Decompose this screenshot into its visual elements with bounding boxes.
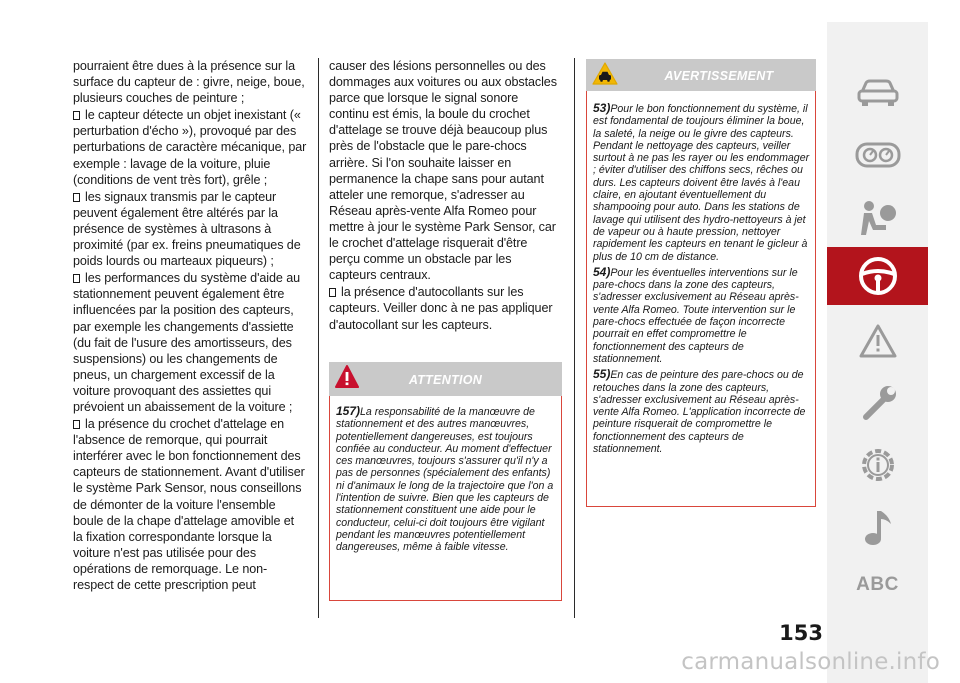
attention-box xyxy=(329,362,562,601)
warning-box xyxy=(586,59,816,507)
watermark: carmanualsonline.info xyxy=(681,649,940,675)
abc-index-label: ABC xyxy=(856,574,899,595)
wrench-icon xyxy=(857,382,899,424)
car-icon xyxy=(856,78,900,108)
airbag-icon xyxy=(856,199,900,239)
text-column-2 xyxy=(329,58,561,334)
reference-number: 54) xyxy=(593,264,611,279)
checkbox-bullet-icon xyxy=(73,274,80,283)
reference-number: 55) xyxy=(593,367,611,382)
steering-wheel-icon xyxy=(857,255,899,297)
attention-text: La responsabilité de la manœuvre de stationnement et des autres manœuvres, potentiellement dangereuses, est toujours confiée au conducteur. Au moment d'effectuer ces manœuvres, toujours s'assurer qu'il n'y a pas de personnes (spécialement des enfants) ni d'animaux le long de la trajectoire que l'on a l'intention de suivre. Bien que les capteurs de stationnement constituent une aide pour le conducteur, celui-ci doit toujours être vigilant pendant les manœuvres potentiellement dangereuses, même à faible vitesse. xyxy=(336,406,554,554)
music-note-icon xyxy=(861,508,895,548)
bullet-item-2 xyxy=(73,189,307,269)
attention-title: ATTENTION xyxy=(408,373,483,387)
reference-number: 53) xyxy=(593,101,611,115)
bullet-text: le capteur détecte un objet inexistant (« perturbation d'écho »), provoqué par des perturbations de caractère mécanique, par exemple : lavage de la voiture, pluie (conditions de vent très fort), grêle ; xyxy=(73,108,307,187)
warning-text: En cas de peinture des pare-chocs ou de retouches dans la zone des capteurs, s'adresser exclusivement au Réseau après-vente Alfa Romeo. L'application incorrecte de peinture risquerait de compromettre le fonctionnement des capteurs de stationnement. xyxy=(593,369,806,456)
checkbox-bullet-icon xyxy=(73,420,80,429)
bullet-item-4 xyxy=(73,416,307,593)
warning-text: Pour le bon fonctionnement du système, il est fondamental de toujours éliminer la boue, la saleté, la neige ou le givre des capteurs. Pendant le nettoyage des capteurs, veiller surtout à ne pas les rayer ou les endommager ; éviter d'utiliser des chiffons secs, rêches ou durs. Les capteurs doivent être lavés à l'eau claire, en ajoutant éventuellement du shampooing pour auto. Dans les stations de lavage qui utilisent des hydro-nettoyeurs à jet de vapeur ou à haute pression, nettoyer rapidement les capteurs en tenant le gicleur à plus de 10 cm de distance. xyxy=(593,103,810,263)
sidebar-item-maintenance[interactable] xyxy=(827,378,928,428)
checkbox-bullet-icon xyxy=(73,193,80,202)
page-number: 153 xyxy=(779,621,823,645)
sidebar-item-multimedia[interactable] xyxy=(827,502,928,554)
warning-title: AVERTISSEMENT xyxy=(664,69,774,83)
bullet-item-5 xyxy=(329,284,561,332)
column-divider xyxy=(318,58,319,618)
sidebar-item-technical[interactable] xyxy=(827,440,928,490)
sidebar-item-index[interactable] xyxy=(827,568,928,602)
warning-body xyxy=(593,102,811,458)
intro-paragraph: pourraient être dues à la présence sur la surface du capteur de : givre, neige, boue, plusieurs couches de peinture ; xyxy=(73,59,305,106)
warning-item xyxy=(593,368,811,455)
gear-info-icon xyxy=(856,443,900,487)
bullet-text: les performances du système d'aide au stationnement peuvent également être influencées par la position des capteurs, par exemple les changements d'assiette (du fait de l'usure des amortisseurs, des suspensions) ou les changements de pneus, un chargement excessif de la voiture provoquant des assiettes qui prévoient un abaissement de la voiture ; xyxy=(73,271,301,414)
warning-triangle-icon xyxy=(858,323,898,359)
column-divider xyxy=(574,58,575,618)
sidebar-item-dashboard[interactable] xyxy=(827,132,928,178)
warning-item xyxy=(593,102,811,263)
sidebar-item-car[interactable] xyxy=(827,68,928,118)
attention-body xyxy=(336,405,557,557)
sidebar-item-driving[interactable] xyxy=(827,247,928,305)
continued-paragraph: causer des lésions personnelles ou des dommages aux voitures ou aux obstacles parce que lorsque le signal sonore continu est émis, la boule du crochet d'attelage se trouve déjà beaucoup plus près de l'obstacle que le pare-chocs arrière. Si l'on souhaite laisser en permanence la chape sans pour autant atteler une remorque, s'adresser au Réseau après-vente Alfa Romeo pour mettre à jour le système Park Sensor, car le crochet d'attelage risquerait d'être perçu comme un obstacle par les capteurs centraux. xyxy=(329,59,557,283)
bullet-text: la présence d'autocollants sur les capteurs. Veiller donc à ne pas appliquer d'autocollant sur les capteurs. xyxy=(329,285,553,332)
chapter-sidebar xyxy=(827,22,928,683)
car-caution-icon xyxy=(592,62,618,86)
bullet-text: les signaux transmis par le capteur peuvent également être altérés par la présence de systèmes à ultrasons à proximité (par ex. freins pneumatiques de poids lourds ou marteaux piqueurs) ; xyxy=(73,189,301,269)
reference-number: 157) xyxy=(336,404,361,418)
checkbox-bullet-icon xyxy=(73,111,80,120)
bullet-item-1 xyxy=(73,107,307,187)
checkbox-bullet-icon xyxy=(329,288,336,297)
bullet-text: la présence du crochet d'attelage en l'absence de remorque, qui pourrait interférer avec le bon fonctionnement des capteurs de stationnement. Avant d'utiliser le système Park Sensor, nous conseillons de démonter de la voiture l'ensemble boule de la chape d'attelage amovible et la fixation correspondante lorsque la voiture n'est pas utilisée pour des opérations de remorquage. Le non-respect de cette prescription peut xyxy=(73,417,305,592)
bullet-item-3 xyxy=(73,270,307,415)
attention-item xyxy=(336,405,557,554)
warning-text: Pour les éventuelles interventions sur le pare-chocs dans la zone des capteurs, s'adresser exclusivement au Réseau après-vente Alfa Romeo. Toute intervention sur le pare-chocs effectuée de façon incorrecte pourrait en effet compromettre le fonctionnement des capteurs de stationnement. xyxy=(593,266,799,365)
warning-item xyxy=(593,266,811,365)
text-column-1 xyxy=(73,58,307,594)
danger-warning-icon xyxy=(334,364,360,390)
dashboard-icon xyxy=(855,142,901,168)
sidebar-item-airbag[interactable] xyxy=(827,192,928,246)
sidebar-item-warnings[interactable] xyxy=(827,318,928,364)
